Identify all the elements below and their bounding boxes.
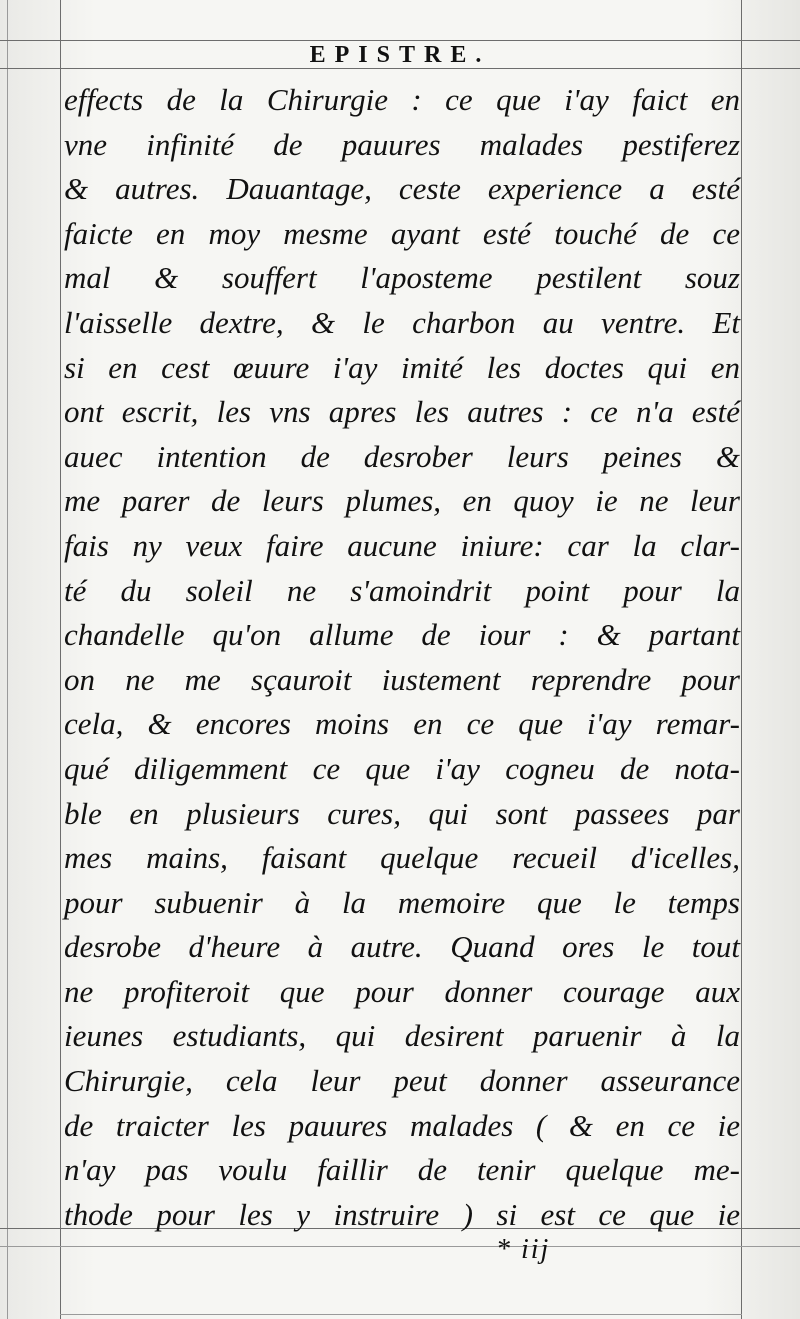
text-line: chandelle qu'on allume de iour : & partant: [64, 617, 740, 653]
text-line: si en cest œuure i'ay imité les doctes qui en: [64, 349, 740, 385]
text-line: auec intention de desrober leurs peines &: [64, 438, 740, 474]
frame-rule-top: [0, 40, 800, 41]
body-text: [64, 78, 740, 1237]
frame-rule-base: [60, 1314, 742, 1315]
text-line: n'ay pas voulu faillir de tenir quelque me-: [64, 1152, 740, 1188]
text-line: de traicter les pauures malades ( & en ce ie: [64, 1107, 740, 1143]
text-line: mes mains, faisant quelque recueil d'icelles,: [64, 840, 740, 876]
text-line: cela, & encores moins en ce que i'ay remar-: [64, 706, 740, 742]
text-line: l'aisselle dextre, & le charbon au ventre. Et: [64, 304, 740, 340]
signature-mark: * iij: [496, 1234, 551, 1265]
text-line: faicte en moy mesme ayant esté touché de ce: [64, 215, 740, 251]
frame-rule-footer: [0, 1246, 800, 1247]
text-line: qué diligemment ce que i'ay cogneu de nota-: [64, 750, 740, 786]
frame-rule-left: [60, 0, 61, 1319]
frame-rule-right: [741, 0, 742, 1319]
frame-rule-left-outer: [7, 0, 8, 1319]
text-line: desrobe d'heure à autre. Quand ores le tout: [64, 929, 740, 965]
text-line: fais ny veux faire aucune iniure: car la clar-: [64, 527, 740, 563]
text-line: ne profiteroit que pour donner courage aux: [64, 973, 740, 1009]
text-line: & autres. Dauantage, ceste experience a esté: [64, 171, 740, 207]
text-line: ieunes estudiants, qui desirent paruenir à la: [64, 1018, 740, 1054]
text-line: vne infinité de pauures malades pestiferez: [64, 126, 740, 162]
text-line: té du soleil ne s'amoindrit point pour la: [64, 572, 740, 608]
text-line: ont escrit, les vns apres les autres : ce n'a esté: [64, 394, 740, 430]
text-line: thode pour les y instruire ) si est ce que ie: [64, 1196, 740, 1232]
text-line: ble en plusieurs cures, qui sont passees par: [64, 795, 740, 831]
text-line: on ne me sçauroit iustement reprendre pour: [64, 661, 740, 697]
text-line: Chirurgie, cela leur peut donner asseurance: [64, 1063, 740, 1099]
text-line: mal & souffert l'aposteme pestilent souz: [64, 260, 740, 296]
running-title: EPISTRE.: [309, 42, 491, 68]
text-line: pour subuenir à la memoire que le temps: [64, 884, 740, 920]
text-line: me parer de leurs plumes, en quoy ie ne leur: [64, 483, 740, 519]
text-line: effects de la Chirurgie : ce que i'ay faict en: [64, 82, 740, 117]
